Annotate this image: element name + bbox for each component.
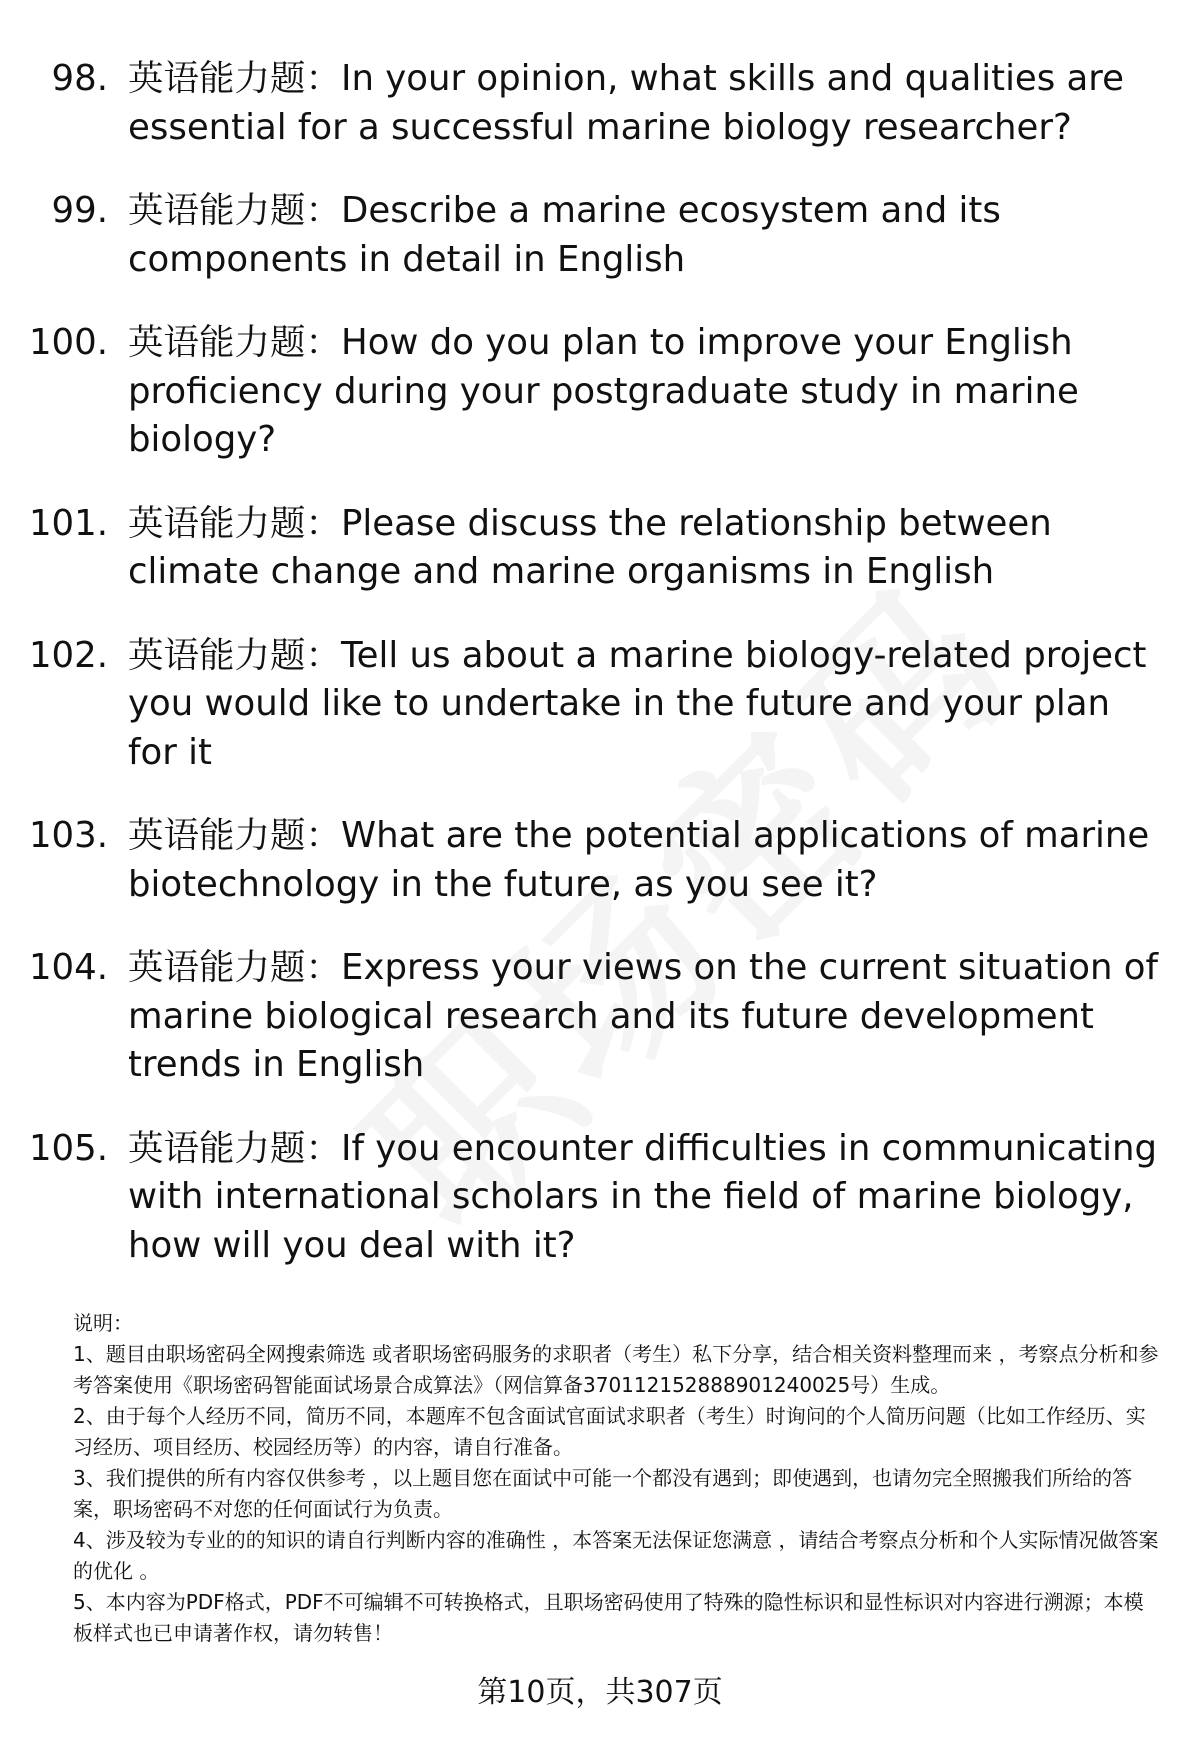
page-footer: [0, 1673, 1200, 1713]
question-text: Describe a marine ecosystem and its components in detail in English: [128, 190, 1001, 280]
question-item: [0, 187, 1200, 284]
question-label: 英语能力题：: [128, 502, 342, 544]
notes-section: [73, 1308, 1163, 1649]
question-item: [0, 500, 1200, 597]
question-text: Tell us about a marine biology-related project you would like to undertake in the future and your plan for it: [128, 634, 1147, 773]
question-number: 104.: [28, 947, 108, 988]
note-item: 2、由于每个人经历不同，简历不同，本题库不包含面试官面试求职者（考生）时询问的个人简历问题（比如工作经历、实习经历、项目经历、校园经历等）的内容，请自行准备。: [73, 1404, 1146, 1459]
question-item: [0, 1125, 1200, 1271]
question-number: 101.: [28, 502, 108, 544]
question-text: What are the potential applications of marine biotechnology in the future, as you see it?: [128, 815, 1150, 905]
question-number: 99.: [51, 190, 108, 231]
question-number: 102.: [28, 634, 108, 676]
question-label: 英语能力题：: [128, 947, 342, 988]
question-list: [0, 55, 1200, 1305]
notes-title: 说明：: [73, 1311, 133, 1335]
question-item: [0, 944, 1200, 1090]
note-item: 3、我们提供的所有内容仅供参考 ，以上题目您在面试中可能一个都没有遇到；即使遇到，也请勿完全照搬我们所给的答案，职场密码不对您的任何面试行为负责。: [73, 1466, 1133, 1521]
question-number: 103.: [28, 815, 108, 856]
question-text: Express your views on the current situation of marine biological research and its future development trends in English: [128, 947, 1158, 1085]
question-item: [0, 319, 1200, 465]
question-number: 105.: [28, 1127, 108, 1169]
question-item: [0, 812, 1200, 909]
question-item: [0, 55, 1200, 152]
note-item: 4、涉及较为专业的的知识的请自行判断内容的准确性 ，本答案无法保证您满意 ，请结合考察点分析和个人实际情况做答案的优化 。: [73, 1528, 1159, 1583]
question-text: Please discuss the relationship between climate change and marine organisms in English: [128, 502, 1052, 592]
question-label: 英语能力题：: [128, 58, 342, 99]
question-text: If you encounter difficulties in communicating with international scholars in the field of marine biology, how will you deal with it?: [128, 1127, 1157, 1266]
question-text: In your opinion, what skills and qualities are essential for a successful marine biology researcher?: [128, 58, 1124, 148]
question-label: 英语能力题：: [128, 815, 342, 856]
page-number: 第10页，共307页: [477, 1675, 723, 1710]
question-label: 英语能力题：: [128, 190, 342, 231]
question-number: 98.: [51, 58, 108, 99]
note-item: 5、本内容为PDF格式，PDF不可编辑不可转换格式，且职场密码使用了特殊的隐性标识和显性标识对内容进行溯源；本模板样式也已申请著作权，请勿转售！: [73, 1590, 1144, 1645]
note-item: 1、题目由职场密码全网搜索筛选 或者职场密码服务的求职者（考生）私下分享，结合相关资料整理而来 ，考察点分析和参考答案使用《职场密码智能面试场景合成算法》（网信算备370112152888901240025号）生成。: [73, 1342, 1159, 1397]
question-number: 100.: [28, 322, 108, 363]
question-text: How do you plan to improve your English proficiency during your postgraduate study in marine biology?: [128, 322, 1079, 460]
question-label: 英语能力题：: [128, 634, 342, 676]
question-label: 英语能力题：: [128, 322, 342, 363]
question-item: [0, 632, 1200, 778]
question-label: 英语能力题：: [128, 1127, 342, 1169]
